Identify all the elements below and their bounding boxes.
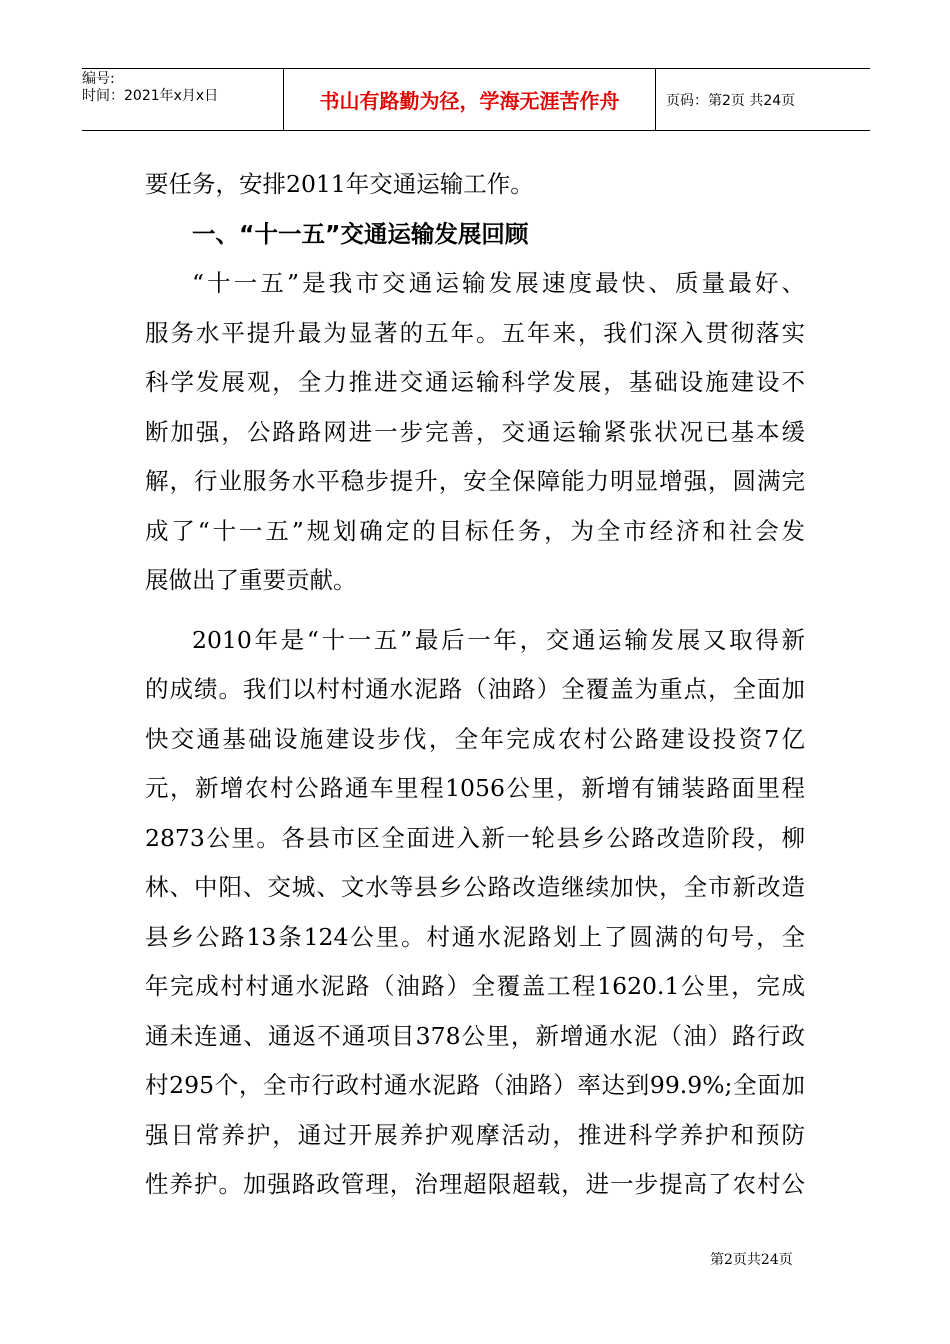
body-line: 性养护。加强路政管理，治理超限超载，进一步提高了农村公: [145, 1170, 805, 1198]
document-body: [145, 160, 805, 1210]
body-line: 服务水平提升最为显著的五年。五年来，我们深入贯彻落实: [145, 318, 805, 347]
header-motto: 书山有路勤为径，学海无涯苦作舟: [284, 69, 656, 130]
body-line: 年完成村村通水泥路（油路）全覆盖工程1620.1公里，完成: [145, 972, 805, 1000]
serial-number-label: 编号:: [82, 71, 115, 87]
page-footer: 第2页共24页: [710, 1252, 793, 1268]
body-line: 村295个，全市行政村通水泥路（油路）率达到99.9%;全面加: [145, 1071, 805, 1099]
header-meta: [82, 69, 284, 130]
body-line: “十一五”是我市交通运输发展速度最快、质量最好、: [192, 269, 805, 297]
section-heading: 一、“十一五”交通运输发展回顾: [192, 219, 529, 248]
body-line: 科学发展观，全力推进交通运输科学发展，基础设施建设不: [145, 368, 805, 396]
body-line: 成了“十一五”规划确定的目标任务，为全市经济和社会发: [145, 516, 805, 545]
date-label: 时间：2021年x月x日: [82, 88, 219, 104]
header-page-code: 页码：第2页 共24页: [666, 92, 796, 109]
body-line: 的成绩。我们以村村通水泥路（油路）全覆盖为重点，全面加: [145, 675, 805, 703]
body-line: 2010年是“十一五”最后一年，交通运输发展又取得新: [192, 625, 805, 654]
body-line: 快交通基础设施建设步伐，全年完成农村公路建设投资7亿: [145, 724, 805, 753]
body-line: 要任务，安排2011年交通运输工作。: [145, 170, 534, 198]
body-line: 断加强，公路路网进一步完善，交通运输紧张状况已基本缓: [145, 417, 805, 446]
body-line: 元，新增农村公路通车里程1056公里，新增有铺装路面里程: [145, 774, 805, 802]
body-line: 通未连通、通返不通项目378公里，新增通水泥（油）路行政: [145, 1021, 805, 1050]
body-line: 2873公里。各县市区全面进入新一轮县乡公路改造阶段，柳: [145, 823, 805, 852]
body-line: 县乡公路13条124公里。村通水泥路划上了圆满的句号，全: [145, 922, 805, 951]
body-line: 解，行业服务水平稳步提升，安全保障能力明显增强，圆满完: [145, 467, 805, 495]
body-line: 强日常养护，通过开展养护观摩活动，推进科学养护和预防: [145, 1120, 805, 1149]
body-line: 展做出了重要贡献。: [145, 566, 357, 594]
paragraph-gap: [145, 606, 805, 616]
page-header: [82, 68, 870, 131]
body-line: 林、中阳、交城、文水等县乡公路改造继续加快，全市新改造: [145, 873, 805, 901]
